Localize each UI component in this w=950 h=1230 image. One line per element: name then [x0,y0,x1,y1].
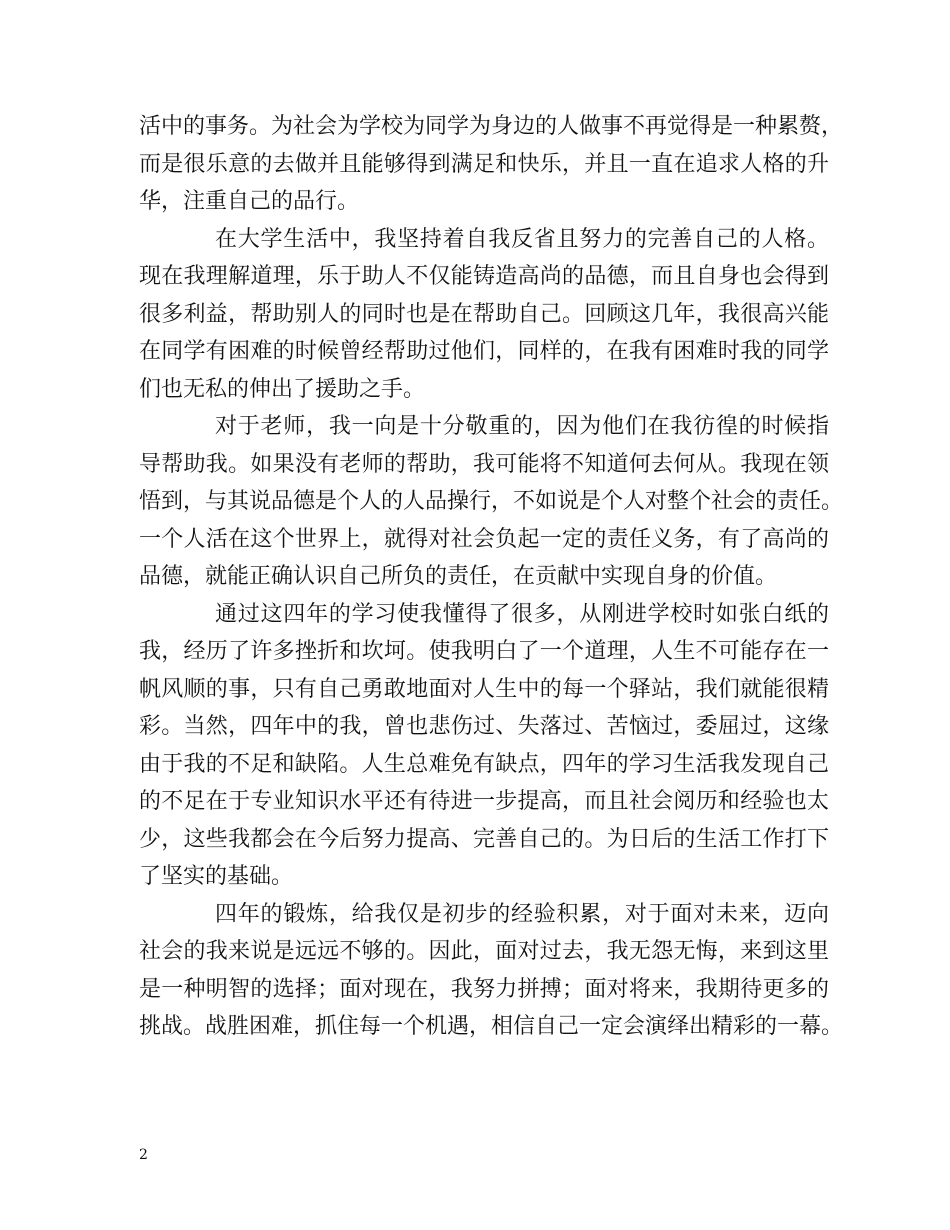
text-line: 华，注重自己的品行。 [139,189,360,214]
page-number: 2 [139,1147,148,1163]
text-line: 了坚实的基础。 [139,864,294,889]
text-line: 很多利益，帮助别人的同时也是在帮助自己。回顾这几年，我很高兴能 [139,301,829,327]
text-line: 的不足在于专业知识水平还有待进一步提高，而且社会阅历和经验也太 [139,789,829,814]
text-line: 现在我理解道理，乐于助人不仅能铸造高尚的品德，而且自身也会得到 [139,264,829,289]
text-line: 少，这些我都会在今后努力提高、完善自己的。为日后的生活工作打下 [139,826,829,852]
text-line: 在同学有困难的时候曾经帮助过他们，同样的，在我有困难时我的同学 [139,339,829,364]
body-text [139,108,844,1046]
text-line: 四年的锻炼，给我仅是初步的经验积累，对于面对未来，迈向 [215,901,829,927]
text-line: 一个人活在这个世界上，就得对社会负起一定的责任义务，有了高尚的 [139,526,829,552]
text-line: 彩。当然，四年中的我，曾也悲伤过、失落过、苦恼过，委屈过，这缘 [139,714,829,739]
text-line: 导帮助我。如果没有老师的帮助，我可能将不知道何去何从。我现在领 [139,451,829,477]
text-line: 活中的事务。为社会为学校为同学为身边的人做事不再觉得是一种累赘， [139,114,844,139]
text-line: 品德，就能正确认识自己所负的责任，在贡献中实现自身的价值。 [139,564,778,589]
text-line: 们也无私的伸出了援助之手。 [139,376,426,402]
text-line: 我，经历了许多挫折和坎坷。使我明白了一个道理，人生不可能存在一 [139,639,829,664]
text-line: 在大学生活中，我坚持着自我反省且努力的完善自己的人格。 [215,226,829,252]
text-line: 社会的我来说是远远不够的。因此，面对过去，我无怨无悔，来到这里 [139,939,829,964]
text-line: 对于老师，我一向是十分敬重的，因为他们在我彷徨的时候指 [215,414,829,439]
text-line: 由于我的不足和缺陷。人生总难免有缺点，四年的学习生活我发现自己 [139,751,829,777]
text-line: 而是很乐意的去做并且能够得到满足和快乐，并且一直在追求人格的升 [139,151,829,177]
text-line: 挑战。战胜困难，抓住每一个机遇，相信自己一定会演绎出精彩的一幕。 [139,1014,844,1039]
text-line: 悟到，与其说品德是个人的人品操行，不如说是个人对整个社会的责任。 [139,489,844,514]
text-line: 是一种明智的选择；面对现在，我努力拼搏；面对将来，我期待更多的 [139,976,829,1002]
text-line: 通过这四年的学习使我懂得了很多，从刚进学校时如张白纸的 [215,601,829,627]
text-line: 帆风顺的事，只有自己勇敢地面对人生中的每一个驿站，我们就能很精 [139,676,829,702]
